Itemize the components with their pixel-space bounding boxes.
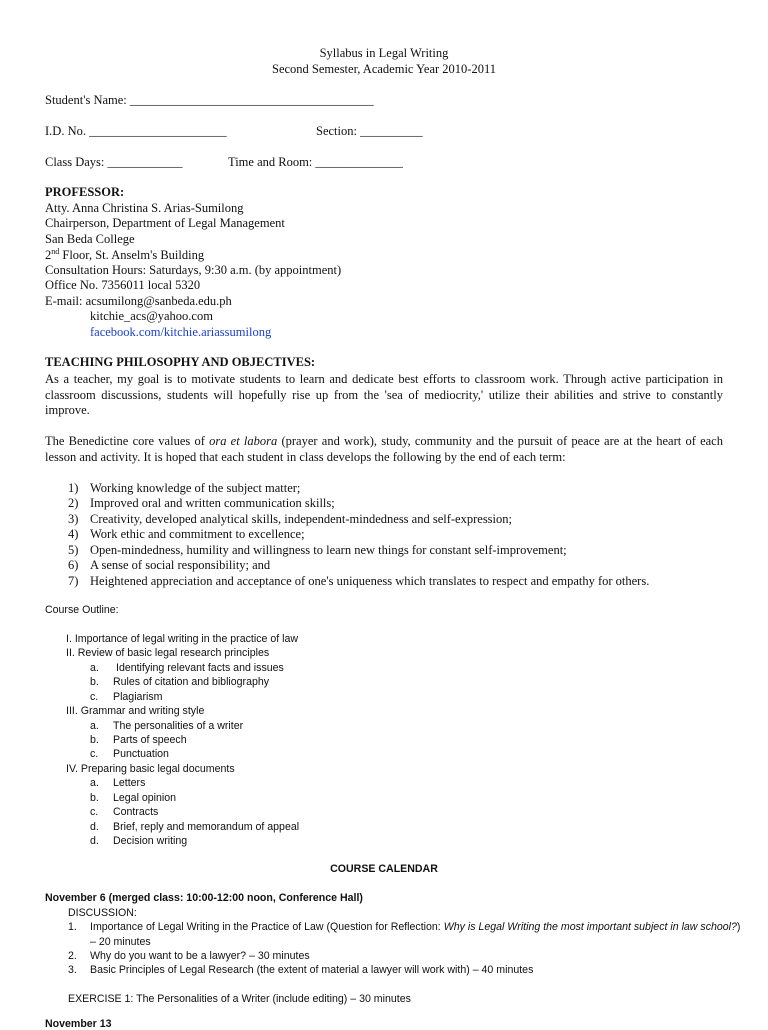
outline-section: II. Review of basic legal research principles bbox=[66, 647, 270, 659]
outline-item: Rules of citation and bibliography bbox=[113, 676, 270, 688]
professor-position: Chairperson, Department of Legal Management bbox=[45, 216, 285, 230]
professor-school: San Beda College bbox=[45, 232, 135, 246]
outline-item-marker: a. bbox=[90, 777, 99, 789]
objective-item: Working knowledge of the subject matter; bbox=[90, 481, 301, 495]
professor-name: Atty. Anna Christina S. Arias-Sumilong bbox=[45, 201, 244, 215]
outline-section: III. Grammar and writing style bbox=[66, 705, 205, 717]
floor-number: 2 bbox=[45, 248, 52, 263]
calendar-item-duration: – 20 minutes bbox=[90, 936, 151, 948]
calendar-date: November 6 (merged class: 10:00-12:00 noon, Conference Hall) bbox=[45, 892, 363, 904]
objective-item: Improved oral and written communication skills; bbox=[90, 496, 335, 510]
calendar-item-number: 2. bbox=[68, 950, 77, 962]
outline-item: Legal opinion bbox=[113, 792, 177, 804]
facebook-link[interactable]: facebook.com/kitchie.ariassumilong bbox=[90, 325, 272, 339]
outline-item-marker: a. bbox=[90, 662, 99, 674]
floor-suffix: nd bbox=[51, 247, 60, 256]
calendar-item-number: 1. bbox=[68, 921, 77, 933]
section-field: Section: __________ bbox=[316, 124, 423, 138]
objective-number: 3) bbox=[68, 512, 79, 526]
class-days-field: Class Days: ____________ bbox=[45, 155, 183, 169]
philosophy-paragraph-1: As a teacher, my goal is to motivate students to learn and dedicate best efforts to classroom work. Through active participation in classroom discussions, students will hopefully rise up from the 'sea of mediocrity,' utilize their abilities and strive to constantly improve. bbox=[45, 372, 723, 417]
philosophy-paragraph-2 bbox=[45, 434, 723, 465]
outline-item: Decision writing bbox=[113, 835, 188, 847]
objective-number: 5) bbox=[68, 543, 79, 557]
outline-item-marker: a. bbox=[90, 720, 99, 732]
office-phone: Office No. 7356011 local 5320 bbox=[45, 278, 201, 292]
floor-building: Floor, St. Anselm's Building bbox=[59, 248, 205, 263]
outline-item: Contracts bbox=[113, 806, 159, 818]
calendar-item: Basic Principles of Legal Research (the extent of material a lawyer will work with) – 40 minutes bbox=[90, 964, 534, 976]
course-outline-heading: Course Outline: bbox=[45, 604, 119, 616]
outline-item: Brief, reply and memorandum of appeal bbox=[113, 821, 300, 833]
para2-latin: ora et labora bbox=[209, 434, 278, 448]
calendar-item-text: Importance of Legal Writing in the Practice of Law (Question for Reflection: bbox=[90, 921, 444, 933]
philosophy-heading: TEACHING PHILOSOPHY AND OBJECTIVES: bbox=[45, 355, 316, 369]
document-title: Syllabus in Legal Writing bbox=[319, 46, 449, 60]
objective-number: 1) bbox=[68, 481, 79, 495]
outline-item: Plagiarism bbox=[113, 691, 163, 703]
para2-start: The Benedictine core values of bbox=[45, 434, 210, 448]
next-calendar-date: November 13 bbox=[45, 1018, 112, 1030]
outline-item: Punctuation bbox=[113, 748, 169, 760]
calendar-item-text-end: ) bbox=[736, 921, 741, 933]
email-primary: E-mail: acsumilong@sanbeda.edu.ph bbox=[45, 294, 232, 308]
outline-item-marker: b. bbox=[90, 676, 99, 688]
discussion-label: DISCUSSION: bbox=[68, 907, 137, 919]
calendar-item bbox=[90, 921, 740, 933]
para2-end: (prayer and work), study, community and the pursuit of peace are at the heart of each lesson and activity. It is hoped that each student in class develops the following by the end of each term: bbox=[45, 434, 723, 464]
outline-item-marker: b. bbox=[90, 792, 99, 804]
professor-office-location bbox=[45, 247, 204, 263]
id-number-field: I.D. No. ______________________ bbox=[45, 124, 227, 138]
email-secondary: kitchie_acs@yahoo.com bbox=[90, 309, 213, 323]
calendar-item: Why do you want to be a lawyer? – 30 minutes bbox=[90, 950, 310, 962]
objective-number: 7) bbox=[68, 574, 79, 588]
outline-item: The personalities of a writer bbox=[113, 720, 244, 732]
outline-item-marker: c. bbox=[90, 748, 99, 760]
outline-item-marker: c. bbox=[90, 806, 99, 818]
outline-item: Letters bbox=[113, 777, 146, 789]
exercise-line: EXERCISE 1: The Personalities of a Writer (include editing) – 30 minutes bbox=[68, 993, 411, 1005]
outline-item-marker: b. bbox=[90, 734, 99, 746]
objective-item: Heightened appreciation and acceptance of one's uniqueness which translates to respect and empathy for others. bbox=[90, 574, 650, 588]
objective-number: 4) bbox=[68, 527, 79, 541]
outline-item-marker: d. bbox=[90, 835, 99, 847]
objective-item: Work ethic and commitment to excellence; bbox=[90, 527, 305, 541]
calendar-item-number: 3. bbox=[68, 964, 77, 976]
professor-heading: PROFESSOR: bbox=[45, 185, 125, 199]
reflection-question: Why is Legal Writing the most important subject in law school? bbox=[443, 921, 737, 933]
objective-number: 2) bbox=[68, 496, 79, 510]
objective-item: Open-mindedness, humility and willingness to learn new things for constant self-improvement; bbox=[90, 543, 567, 557]
student-name-field: Student's Name: _______________________________________ bbox=[45, 93, 374, 107]
objective-number: 6) bbox=[68, 558, 79, 572]
outline-item-marker: d. bbox=[90, 821, 99, 833]
consultation-hours: Consultation Hours: Saturdays, 9:30 a.m. (by appointment) bbox=[45, 263, 342, 277]
outline-item-marker: c. bbox=[90, 691, 99, 703]
objective-item: Creativity, developed analytical skills, independent-mindedness and self-expression; bbox=[90, 512, 512, 526]
outline-section: IV. Preparing basic legal documents bbox=[66, 763, 235, 775]
course-calendar-heading: COURSE CALENDAR bbox=[330, 863, 438, 875]
outline-item: Identifying relevant facts and issues bbox=[116, 662, 284, 674]
time-room-field: Time and Room: ______________ bbox=[228, 155, 403, 169]
outline-section: I. Importance of legal writing in the practice of law bbox=[66, 633, 298, 645]
objective-item: A sense of social responsibility; and bbox=[90, 558, 271, 572]
outline-item: Parts of speech bbox=[113, 734, 187, 746]
document-subtitle: Second Semester, Academic Year 2010-2011 bbox=[272, 62, 496, 76]
